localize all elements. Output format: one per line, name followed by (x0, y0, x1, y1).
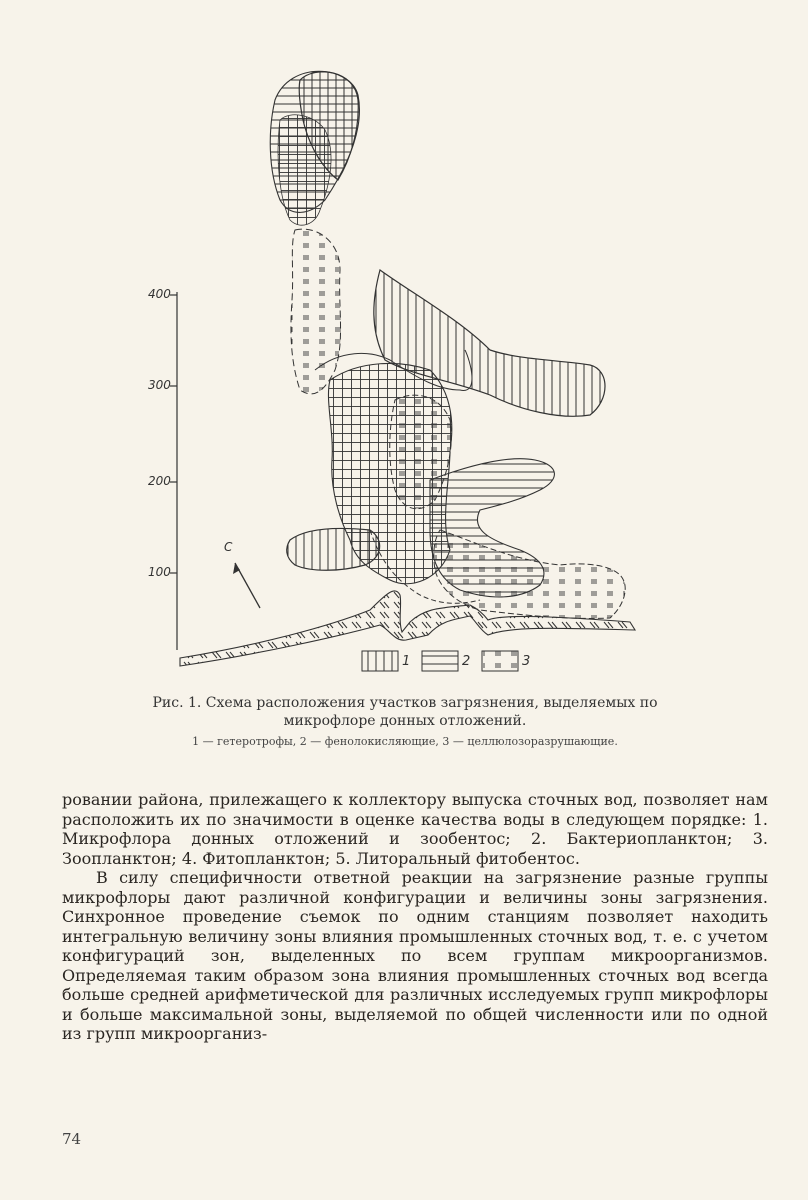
page-number: 74 (62, 1130, 82, 1148)
y-axis (170, 292, 177, 650)
y-tick-400: 400 (148, 287, 171, 301)
zone-grid-plume (278, 115, 331, 225)
current-label: C (224, 540, 233, 554)
figure-drawing (140, 60, 660, 680)
legend (362, 651, 518, 671)
body-text (62, 790, 768, 1044)
pollution-zones-figure (140, 60, 660, 680)
legend-num-2: 2 (462, 654, 471, 669)
y-tick-300: 300 (148, 378, 171, 392)
figure-caption: Рис. 1. Схема расположения участков загрязнения, выделяемых по микрофлоре донных отложений. (152, 695, 658, 729)
figure-legend-text: 1 — гетеротрофы, 2 — фенолокисляющие, 3 — целлюлозоразрушающие. (192, 735, 618, 748)
paragraph-1: ровании района, прилежащего к коллектору выпуска сточных вод, позволяет нам расположить их по значимости в оценке качества воды в следующем порядке: 1. Микрофлора донных отложений и зообентос; 2. Бактериопланктон; 3. Зоопланктон; 4. Фитопланктон; 5. Литоральный фитобентос. (62, 790, 768, 868)
zone-1-left-lobe (287, 528, 380, 570)
legend-num-1: 1 (402, 654, 411, 669)
y-tick-100: 100 (148, 565, 171, 579)
zone-2-right-lobe (430, 459, 554, 597)
legend-num-3: 3 (522, 654, 531, 669)
paragraph-2: В силу специфичности ответной реакции на загрязнение разные группы микрофлоры дают различной конфигурации и величины зоны загрязнения. Синхронное проведение съемок по одним станциям позволяет находить интегральную величину зоны влияния промышленных сточных вод, т. е. с учетом конфигураций зон, выделенных по всем группам микроорганизмов. Определяемая таким образом зона влияния промышленных сточных вод всегда больше средней арифметической для различных исследуемых групп микрофлоры и больше максимальной зоны, выделяемой по общей численности или по одной из групп микроорганиз- (62, 868, 768, 1043)
current-arrow (233, 563, 260, 608)
y-tick-200: 200 (148, 474, 171, 488)
